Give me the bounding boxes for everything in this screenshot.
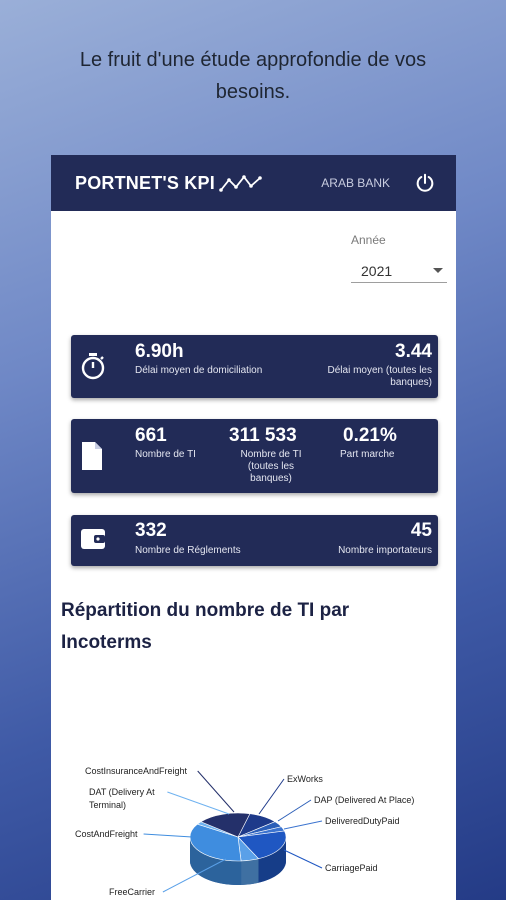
pie-leader-5 bbox=[259, 779, 284, 814]
pie-label-2: Terminal) bbox=[89, 800, 127, 810]
incoterms-pie-chart bbox=[51, 755, 456, 900]
avg-delay-all-banks-label-1: Délai moyen (toutes les bbox=[327, 365, 432, 376]
pie-label-8: CarriagePaid bbox=[325, 863, 378, 873]
kpi-card-reglements bbox=[71, 515, 438, 566]
pie-label-7: DeliveredDutyPaid bbox=[325, 816, 400, 826]
reglements-count-label: Nombre de Réglements bbox=[135, 545, 241, 556]
pie-side-4 bbox=[241, 859, 258, 885]
market-share-label: Part marche bbox=[340, 449, 395, 460]
pie-label-0: CostInsuranceAndFreight bbox=[85, 766, 188, 776]
avg-domiciliation-delay-value: 6.90h bbox=[135, 341, 184, 362]
market-share-value: 0.21% bbox=[343, 425, 397, 446]
chart-section-title-line-1: Répartition du nombre de TI par bbox=[61, 600, 350, 621]
pie-label-1: DAT (Delivery At bbox=[89, 787, 155, 797]
pie-leader-6 bbox=[278, 800, 311, 821]
avg-domiciliation-delay-label: Délai moyen de domiciliation bbox=[135, 365, 263, 376]
pie-label-4: FreeCarrier bbox=[109, 887, 156, 897]
year-value: 2021 bbox=[361, 262, 393, 279]
pie-label-5: ExWorks bbox=[287, 774, 323, 784]
ti-all-banks-label-1: Nombre de TI bbox=[240, 449, 302, 460]
ti-count-value: 661 bbox=[135, 425, 167, 446]
stopwatch-icon bbox=[79, 351, 107, 381]
app-bar bbox=[51, 155, 456, 211]
reglements-count-value: 332 bbox=[135, 520, 167, 541]
document-icon bbox=[79, 440, 105, 472]
tagline-line-2: besoins. bbox=[215, 81, 291, 103]
tagline bbox=[0, 44, 506, 108]
avg-delay-all-banks-value: 3.44 bbox=[395, 341, 432, 362]
bank-name: ARAB BANK bbox=[321, 176, 390, 190]
importers-count-value: 45 bbox=[410, 520, 432, 541]
ti-all-banks-label-2: (toutes les bbox=[247, 461, 295, 472]
pie-leader-3 bbox=[144, 834, 192, 837]
pie-leader-7 bbox=[284, 821, 322, 829]
pie-label-3: CostAndFreight bbox=[75, 829, 138, 839]
ti-all-banks-label-3: banques) bbox=[250, 473, 292, 484]
wallet-icon bbox=[79, 525, 107, 553]
avg-delay-all-banks-label bbox=[328, 365, 433, 389]
app-screen bbox=[51, 155, 456, 900]
chart-section-title bbox=[61, 595, 441, 659]
year-label: Année bbox=[351, 233, 386, 247]
power-icon[interactable] bbox=[414, 172, 436, 194]
pie-leader-0 bbox=[198, 771, 234, 812]
ti-all-banks-label bbox=[239, 449, 303, 485]
chart-section-title-line-2: Incoterms bbox=[61, 632, 152, 653]
importers-count-label: Nombre importateurs bbox=[338, 545, 432, 556]
tagline-line-1: Le fruit d'une étude approfondie de vos bbox=[79, 49, 427, 71]
app-title: PORTNET'S KPI bbox=[75, 172, 215, 193]
year-select[interactable] bbox=[351, 259, 447, 283]
year-filter bbox=[351, 233, 447, 283]
kpi-card-delay bbox=[71, 335, 438, 398]
pie-leader-8 bbox=[284, 850, 322, 868]
ti-all-banks-value: 311 533 bbox=[229, 425, 297, 446]
kpi-card-ti bbox=[71, 419, 438, 493]
pie-label-6: DAP (Delivered At Place) bbox=[314, 795, 415, 805]
avg-delay-all-banks-label-2: banques) bbox=[390, 377, 432, 388]
line-chart-icon bbox=[219, 172, 263, 194]
ti-count-label: Nombre de TI bbox=[135, 449, 196, 460]
chevron-down-icon bbox=[433, 268, 443, 273]
